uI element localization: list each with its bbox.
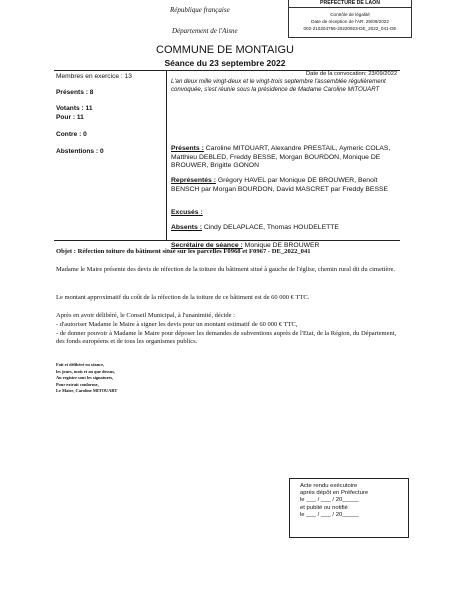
objet-title: Objet : Réfection toiture du bâtiment situé sur les parcelles F0968 et F0967 - DE_2022_041: [56, 248, 311, 255]
signature-line: les jours, mois et an que dessus,: [56, 368, 116, 374]
prefecture-stamp: [288, 0, 412, 38]
representes-text: Grégory HAVEL par Monique DE BROUWER, Benoît BENSCH par Morgan BOURDON, David MASCRET par Freddy BESSE: [171, 177, 389, 193]
secretaire-label: Secrétaire de séance :: [171, 242, 243, 249]
pour-count: Pour : 11: [56, 114, 84, 121]
column-divider: [166, 70, 167, 240]
seance-date: Séance du 23 septembre 2022: [164, 58, 286, 68]
acte-line: le ___ / ___ / 20_____: [300, 511, 359, 518]
stamp-title: PREFECTURE DE LAON: [289, 0, 411, 8]
absents-text: Cindy DELAPLACE, Thomas HOUDELETTE: [201, 224, 339, 231]
republique-francaise: République française: [170, 6, 230, 14]
stamp-line: Date de réception de l'AR: 29/09/2022: [311, 19, 389, 24]
acte-executoire-box: [289, 478, 409, 538]
decision-line: - de donner pouvoir à Madame le Maire pour déposer les demandes de subventions auprès de l'Etat, de la Région, du Département, des fonds européens et de tous les organismes publics.: [56, 329, 397, 346]
decision-line: Après en avoir délibéré, le Conseil Municipal, à l'unanimité, décide :: [56, 312, 235, 319]
contre-count: Contre : 0: [56, 131, 87, 138]
section-presents: [171, 145, 407, 171]
acte-line: et publié ou notifié: [300, 504, 348, 511]
commune-title: COMMUNE DE MONTAIGU: [156, 44, 294, 56]
acte-line: Acte rendu exécutoire: [300, 483, 358, 489]
signature-line: Au registre sont les signatures,: [56, 375, 114, 381]
votants-count: Votants : 11: [56, 105, 93, 112]
secretaire-text: Monique DE BROUWER: [242, 242, 320, 249]
presents-count: Présents : 8: [56, 89, 94, 96]
membres-en-exercice: Membres en exercice : 13: [56, 73, 132, 80]
absents-label: Absents :: [171, 224, 202, 231]
stamp-line: 002-210204756-20220923-DE_2022_041-DE: [303, 26, 397, 31]
decision-line: - d'autoriser Madame le Maire à signer les devis pour un montant estimatif de 60 000 € TTC,: [56, 320, 298, 328]
presents-label: Présents :: [171, 145, 204, 152]
intro-text: L'an deux mille vingt-deux et le vingt-trois septembre l'assemblée régulièrement convoquée, s'est réunie sous la présidence de Madame Caroline MITOUART: [171, 78, 386, 94]
section-representes: [171, 177, 407, 194]
signature-block: [56, 362, 117, 395]
date-convocation: Date de la convocation: 23/09/2022: [306, 71, 398, 77]
paragraph: Madame le Maire présente des devis de réfection de la toiture du bâtiment situé à gauche de l'église, chemin rural dit du cimetière.: [56, 266, 396, 273]
acte-line: après dépôt en Préfecture: [300, 490, 369, 497]
stamp-line: Contrôle de légalité: [330, 12, 370, 17]
section-absents: [171, 224, 407, 233]
acte-text: [300, 483, 404, 519]
abstentions-count: Abstentions : 0: [56, 148, 104, 155]
paragraph: Le montant approximatif du coût de la réfection de la toiture de ce bâtiment est de 60 000 € TTC.: [56, 294, 310, 301]
departement-aisne: Département de l'Aisne: [172, 27, 238, 35]
divider: [54, 240, 400, 241]
signature-line: Le Maire, Caroline MITOUART: [56, 388, 118, 394]
acte-line: le ___ / ___ / 20_____: [300, 497, 359, 504]
paragraph-decision: [56, 312, 402, 347]
presents-text: Caroline MITOUART, Alexandre PRESTAIL, Aymeric COLAS, Matthieu DEBLED, Freddy BESSE, Morgan BOURDON, Monique DE BROUWER, Brigitte GONON: [171, 145, 391, 170]
representes-label: Représentés :: [171, 177, 216, 184]
signature-line: Pour extrait conforme,: [56, 381, 99, 387]
excuses-label: Excusés :: [171, 209, 203, 216]
signature-line: Fait et délibéré en séance,: [56, 362, 105, 367]
section-excuses: [171, 209, 407, 218]
